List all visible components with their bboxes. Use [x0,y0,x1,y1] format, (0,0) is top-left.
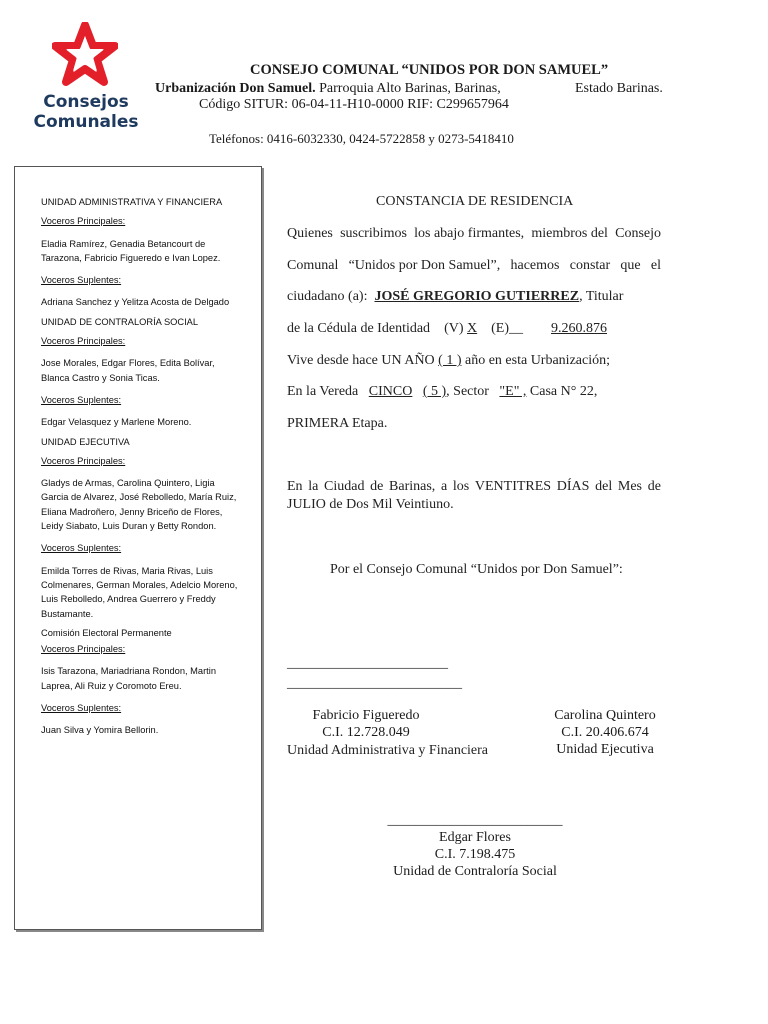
e-label: (E) [491,321,510,336]
signer-unit: Unidad de Contraloría Social [393,864,557,879]
word: En [287,479,303,494]
word: VENTITRES [474,479,552,494]
suplente-names: Adriana Sanchez y Yelitza Acosta de Delgado [41,297,230,308]
signer-ci: C.I. 20.406.674 [561,725,649,740]
word: Comunal [287,258,339,273]
red-star-icon [52,22,118,88]
signature-block-carolina [545,707,665,758]
word: los [452,479,470,494]
suplente-names: Edgar Velasquez y Marlene Moreno. [41,417,192,428]
word: hacemos [510,258,560,273]
paragraph-line-6 [287,384,597,400]
suplente-label: Voceros Suplentes: [41,543,122,554]
word: el [650,258,661,273]
v-label: (V) [444,321,464,336]
word: de [370,479,384,494]
word: miembros del [531,226,608,241]
logo-text-line1: Consejos [43,92,129,112]
suplente-names: Juan Silva y Yomira Bellorin. [41,725,159,736]
section-title: Comisión Electoral Permanente [41,627,172,638]
sector-value: "E" , [499,384,527,399]
v-mark: X [467,321,478,336]
word: Ciudad [324,479,365,494]
principal-label: Voceros Principales: [41,455,126,466]
paragraph-line-5 [287,353,610,369]
word: que [620,258,641,273]
signer-name: Carolina Quintero [554,708,656,723]
situr-rif-line: Código SITUR: 06-04-11-H10-0000 RIF: C299657964 [199,97,509,112]
urbanization-name: Urbanización Don Samuel. [155,81,316,96]
date-line-2: JULIO de Dos Mil Veintiuno. [287,497,454,512]
citizen-prefix: ciudadano (a): [287,289,368,304]
word: Consejo [615,226,661,241]
logo-text-line2: Comunales [33,112,139,132]
suplente-names: Emilda Torres de Rivas, Maria Rivas, Luis Colmenares, German Morales, Adelcio Moreno, Luis Rebolledo, Andrea Guerrero y Freddy Bustamante. [41,565,238,619]
word: DÍAS [556,479,590,494]
principal-names: Isis Tarazona, Mariadriana Rondon, Martin Laprea, Ali Ruiz y Coromoto Ereu. [41,666,217,691]
word: suscribimos [340,226,407,241]
signature-line: _________________________ [387,813,563,828]
council-title: CONSEJO COMUNAL “UNIDOS POR DON SAMUEL” [250,62,609,78]
vereda-value: CINCO [368,384,413,399]
section-title: UNIDAD EJECUTIVA [41,436,130,447]
suplente-label: Voceros Suplentes: [41,275,122,286]
word: Mes [617,479,643,494]
principal-label: Voceros Principales: [41,644,126,655]
date-line-1 [287,479,661,495]
signature-block-edgar [380,812,570,880]
signer-name: Fabricio Figueredo [312,708,420,723]
signer-unit: Unidad Ejecutiva [556,742,654,757]
spokespersons-sidebar [14,166,262,930]
signoff-text: Por el Consejo Comunal “Unidos por Don Samuel”: [330,562,623,577]
principal-names: Eladia Ramírez, Genadia Betancourt de Tarazona, Fabricio Figueredo e Ivan Lopez. [41,238,221,263]
signer-unit: Unidad Administrativa y Financiera [287,743,489,758]
word: “Unidos por Don Samuel”, [348,258,501,273]
suplente-label: Voceros Suplentes: [41,703,122,714]
phones-line: Teléfonos: 0416-6032330, 0424-5722858 y 0273-5418410 [209,131,514,146]
signer-name: Edgar Flores [439,830,511,845]
paragraph-line-1 [287,226,661,242]
suplente-label: Voceros Suplentes: [41,394,122,405]
document-title: CONSTANCIA DE RESIDENCIA [376,194,574,209]
section-title: UNIDAD DE CONTRALORÍA SOCIAL [41,316,199,327]
vereda-number: ( 5 ) [422,384,447,399]
e-blank: __ [509,321,524,336]
word: Quienes [287,226,333,241]
residence-text-end: año en esta Urbanización; [465,353,610,368]
word: Barinas, [389,479,436,494]
id-number: 9.260.876 [551,321,608,336]
word: la [308,479,319,494]
parish-text: Parroquia Alto Barinas, Barinas, [315,81,501,96]
years-value: ( 1 ) [438,353,462,368]
sector-label: , Sector [446,384,489,399]
signature-line: _________________________ [287,676,462,691]
house-number: Casa N° 22, [526,384,598,399]
consejos-comunales-logo [28,22,144,132]
signer-ci: C.I. 7.198.475 [434,847,516,862]
word: del [595,479,613,494]
principal-label: Voceros Principales: [41,336,126,347]
section-title: UNIDAD ADMINISTRATIVA Y FINANCIERA [41,197,223,207]
word: de [647,479,661,494]
word: constar [569,258,611,273]
paragraph-line-4 [287,321,607,337]
word: los abajo firmantes, [414,226,525,241]
residence-text: Vive desde hace UN AÑO [287,353,435,368]
citizen-name: JOSÉ GREGORIO GUTIERREZ [374,289,580,304]
paragraph-line-3 [287,289,623,305]
signer-ci: C.I. 12.728.049 [322,725,410,740]
word: a [440,479,448,494]
state-text: Estado Barinas. [575,81,663,96]
vereda-label: En la Vereda [287,384,359,399]
address-line [155,80,501,97]
id-prefix: de la Cédula de Identidad [287,321,431,336]
titular-text: , Titular [579,289,624,304]
paragraph-line-2 [287,258,661,274]
signature-line: _______________________ [287,656,448,671]
principal-label: Voceros Principales: [41,216,126,227]
principal-names: Gladys de Armas, Carolina Quintero, Ligia Garcia de Alvarez, José Rebolledo, María Ruiz, Eliana Madroñero, Jenny Briceño de Flores, Leidy Siabato, Luis Duran y Betty Rondon. [41,478,237,532]
paragraph-line-7: PRIMERA Etapa. [287,416,388,431]
signature-block-fabricio [287,707,445,741]
principal-names: Jose Morales, Edgar Flores, Edita Bolívar, Blanca Castro y Sonia Ticas. [41,358,215,383]
